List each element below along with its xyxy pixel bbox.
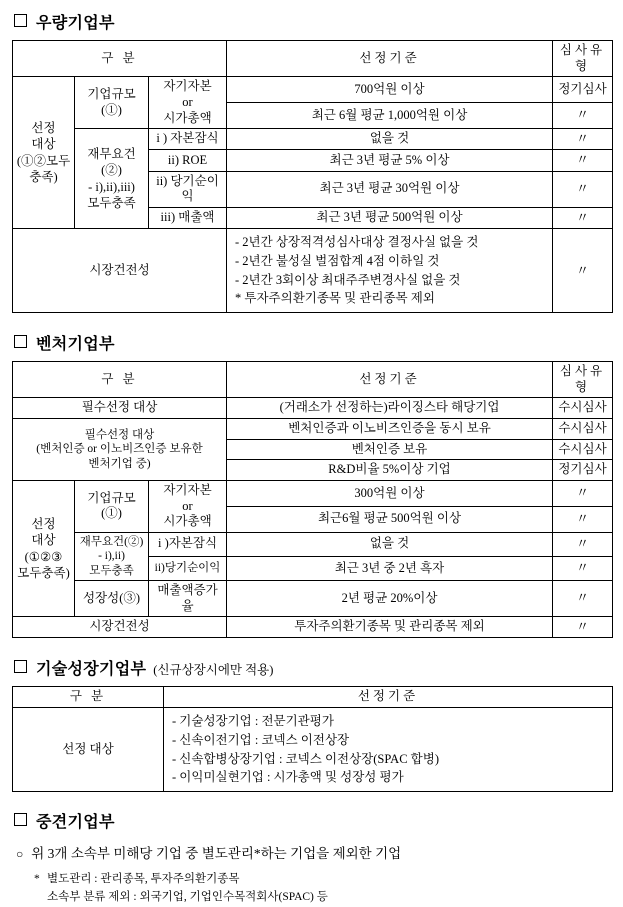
cell-review-type: 〃 [553,171,613,207]
table-venture [12,361,613,638]
finance-label-line: 모두충족 [87,195,136,210]
table-row [13,580,613,616]
target-label-line: 선정 [31,121,56,136]
section-heading-tech [14,656,613,679]
cell-criteria: 최근 6월 평균 1,000억원 이상 [227,102,553,128]
soundness-line: - 2년간 상장적격성심사대상 결정사실 없을 것 [235,235,479,250]
item-line: (벤처인증 or 이노비즈인증 보유한 [36,443,203,456]
cell-item: i )자본잠식 [149,532,227,556]
cell-soundness-label: 시장건전성 [13,617,227,638]
cell-item: iii) 매출액 [149,207,227,228]
cell-review-type: 〃 [553,532,613,556]
item-line: or [182,94,193,109]
table-tech [12,686,613,792]
section-heading-excellent [14,10,613,33]
section-title: 벤처기업부 [36,336,115,354]
note-line [34,889,613,907]
cell-criteria: 벤처인증과 이노비즈인증을 동시 보유 [227,419,553,440]
cell-review-type: 〃 [553,556,613,580]
midsize-bullet [16,842,613,862]
section-heading-venture [14,331,613,354]
cell-criteria-list [164,708,613,792]
cell-finance-label [75,532,149,580]
section-title: 우량기업부 [36,15,115,32]
cell-item [149,480,227,532]
midsize-notes [34,871,613,907]
soundness-line: - 2년간 불성실 벌점합계 4점 이하일 것 [235,253,440,268]
note-text: 소속부 분류 제외 : 외국기업, 기업인수목적회사(SPAC) 등 [47,890,328,903]
cell-review-type: 수시심사 [553,398,613,419]
cell-scale-label: 기업규모(①) [75,77,149,129]
target-label-line: 충족) [29,169,58,184]
note-indent [34,889,47,907]
cell-soundness-label: 시장건전성 [13,229,227,313]
cell-review-type: 〃 [553,506,613,532]
target-label-line: 모두충족) [17,565,70,580]
cell-criteria: 없을 것 [227,129,553,150]
table-row [13,129,613,150]
table-row-soundness [13,617,613,638]
cell-item: ii) 당기순이익 [149,171,227,207]
criteria-line: - 기술성장기업 : 전문기관평가 [172,714,334,728]
column-header-division: 구 분 [13,41,227,77]
table-excellent [12,40,613,313]
circle-bullet-icon: ○ [16,847,24,861]
cell-finance-label [75,129,149,229]
cell-review-type: 〃 [553,102,613,128]
target-label-line: 선정 [31,517,56,531]
cell-criteria: R&D비율 5%이상 기업 [227,460,553,481]
item-line: 자기자본 [163,79,212,94]
note-text: 별도관리 : 관리종목, 투자주의환기종목 [47,873,240,885]
item-line: 시가총액 [163,110,212,125]
section-title: 기술성장기업부 [36,661,147,679]
cell-review-type: 수시심사 [553,439,613,460]
column-header-review-type: 심사유형 [553,362,613,398]
table-row [13,480,613,506]
item-line: 자기자본 [163,482,212,497]
cell-scale-label: 기업규모(①) [75,480,149,532]
table-header-row [13,362,613,398]
cell-criteria: 2년 평균 20%이상 [227,580,553,616]
cell-criteria: 최근 3년 평균 30억원 이상 [227,171,553,207]
item-line: 벤처기업 중) [88,457,151,470]
note-line [34,871,613,889]
cell-criteria: 최근 3년 중 2년 흑자 [227,556,553,580]
checkbox-icon [14,660,27,673]
item-line: 필수선정 대상 [84,428,155,441]
cell-review-type: 〃 [553,480,613,506]
table-row [13,708,613,792]
cell-criteria: 없을 것 [227,532,553,556]
cell-item: 필수선정 대상 [13,398,227,419]
section-title: 중견기업부 [36,814,115,831]
finance-label-line: 재무요건(②) [87,147,136,178]
cell-criteria: 최근 3년 평균 500억원 이상 [227,207,553,228]
cell-item [149,77,227,129]
table-row [13,77,613,103]
cell-growth-label: 성장성(③) [75,580,149,616]
finance-label-line: 모두충족 [89,564,134,577]
item-line: 시가총액 [163,514,212,529]
cell-item [13,419,227,481]
table-row [13,419,613,440]
cell-target-label [13,77,75,229]
column-header-criteria: 선정기준 [164,687,613,708]
cell-criteria: 최근 3년 평균 5% 이상 [227,150,553,171]
asterisk-icon: * [34,873,40,885]
cell-soundness-criteria: 투자주의환기종목 및 관리종목 제외 [227,617,553,638]
table-header-row [13,41,613,77]
target-label-line: 대상 [31,137,56,152]
soundness-line: * 투자주의환기종목 및 관리종목 제외 [235,291,435,306]
cell-review-type: 정기심사 [553,77,613,103]
cell-criteria: (거래소가 선정하는)라이징스타 해당기업 [227,398,553,419]
finance-label-line: - i),ii) [98,550,125,563]
checkbox-icon [14,813,27,826]
soundness-line: - 2년간 3회이상 최대주주변경사실 없을 것 [235,272,461,287]
cell-review-type: 〃 [553,229,613,313]
column-header-division: 구 분 [13,687,164,708]
section-heading-midsize [14,809,613,832]
target-label-line: (①②모두 [16,153,71,168]
cell-review-type: 정기심사 [553,460,613,481]
column-header-criteria: 선정기준 [227,41,553,77]
criteria-line: - 이익미실현기업 : 시가총액 및 성장성 평가 [172,770,404,785]
cell-item: ii)당기순이익 [149,556,227,580]
item-line: or [182,498,193,513]
checkbox-icon [14,335,27,348]
finance-label-line: 재무요건(②) [79,535,144,548]
table-row [13,532,613,556]
cell-criteria: 700억원 이상 [227,77,553,103]
cell-review-type: 〃 [553,129,613,150]
cell-target-label: 선정 대상 [13,708,164,792]
cell-criteria: 최근6월 평균 500억원 이상 [227,506,553,532]
cell-review-type: 수시심사 [553,419,613,440]
section-subtitle: (신규상장시에만 적용) [153,663,274,678]
criteria-line: - 신속이전기업 : 코넥스 이전상장 [172,732,350,747]
cell-criteria: 300억원 이상 [227,480,553,506]
cell-item: ii) ROE [149,150,227,171]
column-header-review-type: 심사유형 [553,41,613,77]
table-row [13,398,613,419]
target-label-line: 대상 [31,533,56,548]
cell-item: 매출액증가율 [149,580,227,616]
finance-label-line: - i),ii),iii) [88,179,135,194]
cell-target-label [13,480,75,616]
cell-review-type: 〃 [553,617,613,638]
table-header-row [13,687,613,708]
cell-item: i ) 자본잠식 [149,129,227,150]
target-label-line: (①②③ [24,549,63,564]
cell-soundness-criteria [227,229,553,313]
checkbox-icon [14,14,27,27]
cell-review-type: 〃 [553,580,613,616]
table-row-soundness [13,229,613,313]
cell-review-type: 〃 [553,207,613,228]
cell-criteria: 벤처인증 보유 [227,439,553,460]
criteria-line: - 신속합병상장기업 : 코넥스 이전상장(SPAC 합병) [172,751,439,766]
midsize-bullet-text: 위 3개 소속부 미해당 기업 중 별도관리*하는 기업을 제외한 기업 [31,846,402,861]
column-header-division: 구 분 [13,362,227,398]
cell-review-type: 〃 [553,150,613,171]
column-header-criteria: 선정기준 [227,362,553,398]
